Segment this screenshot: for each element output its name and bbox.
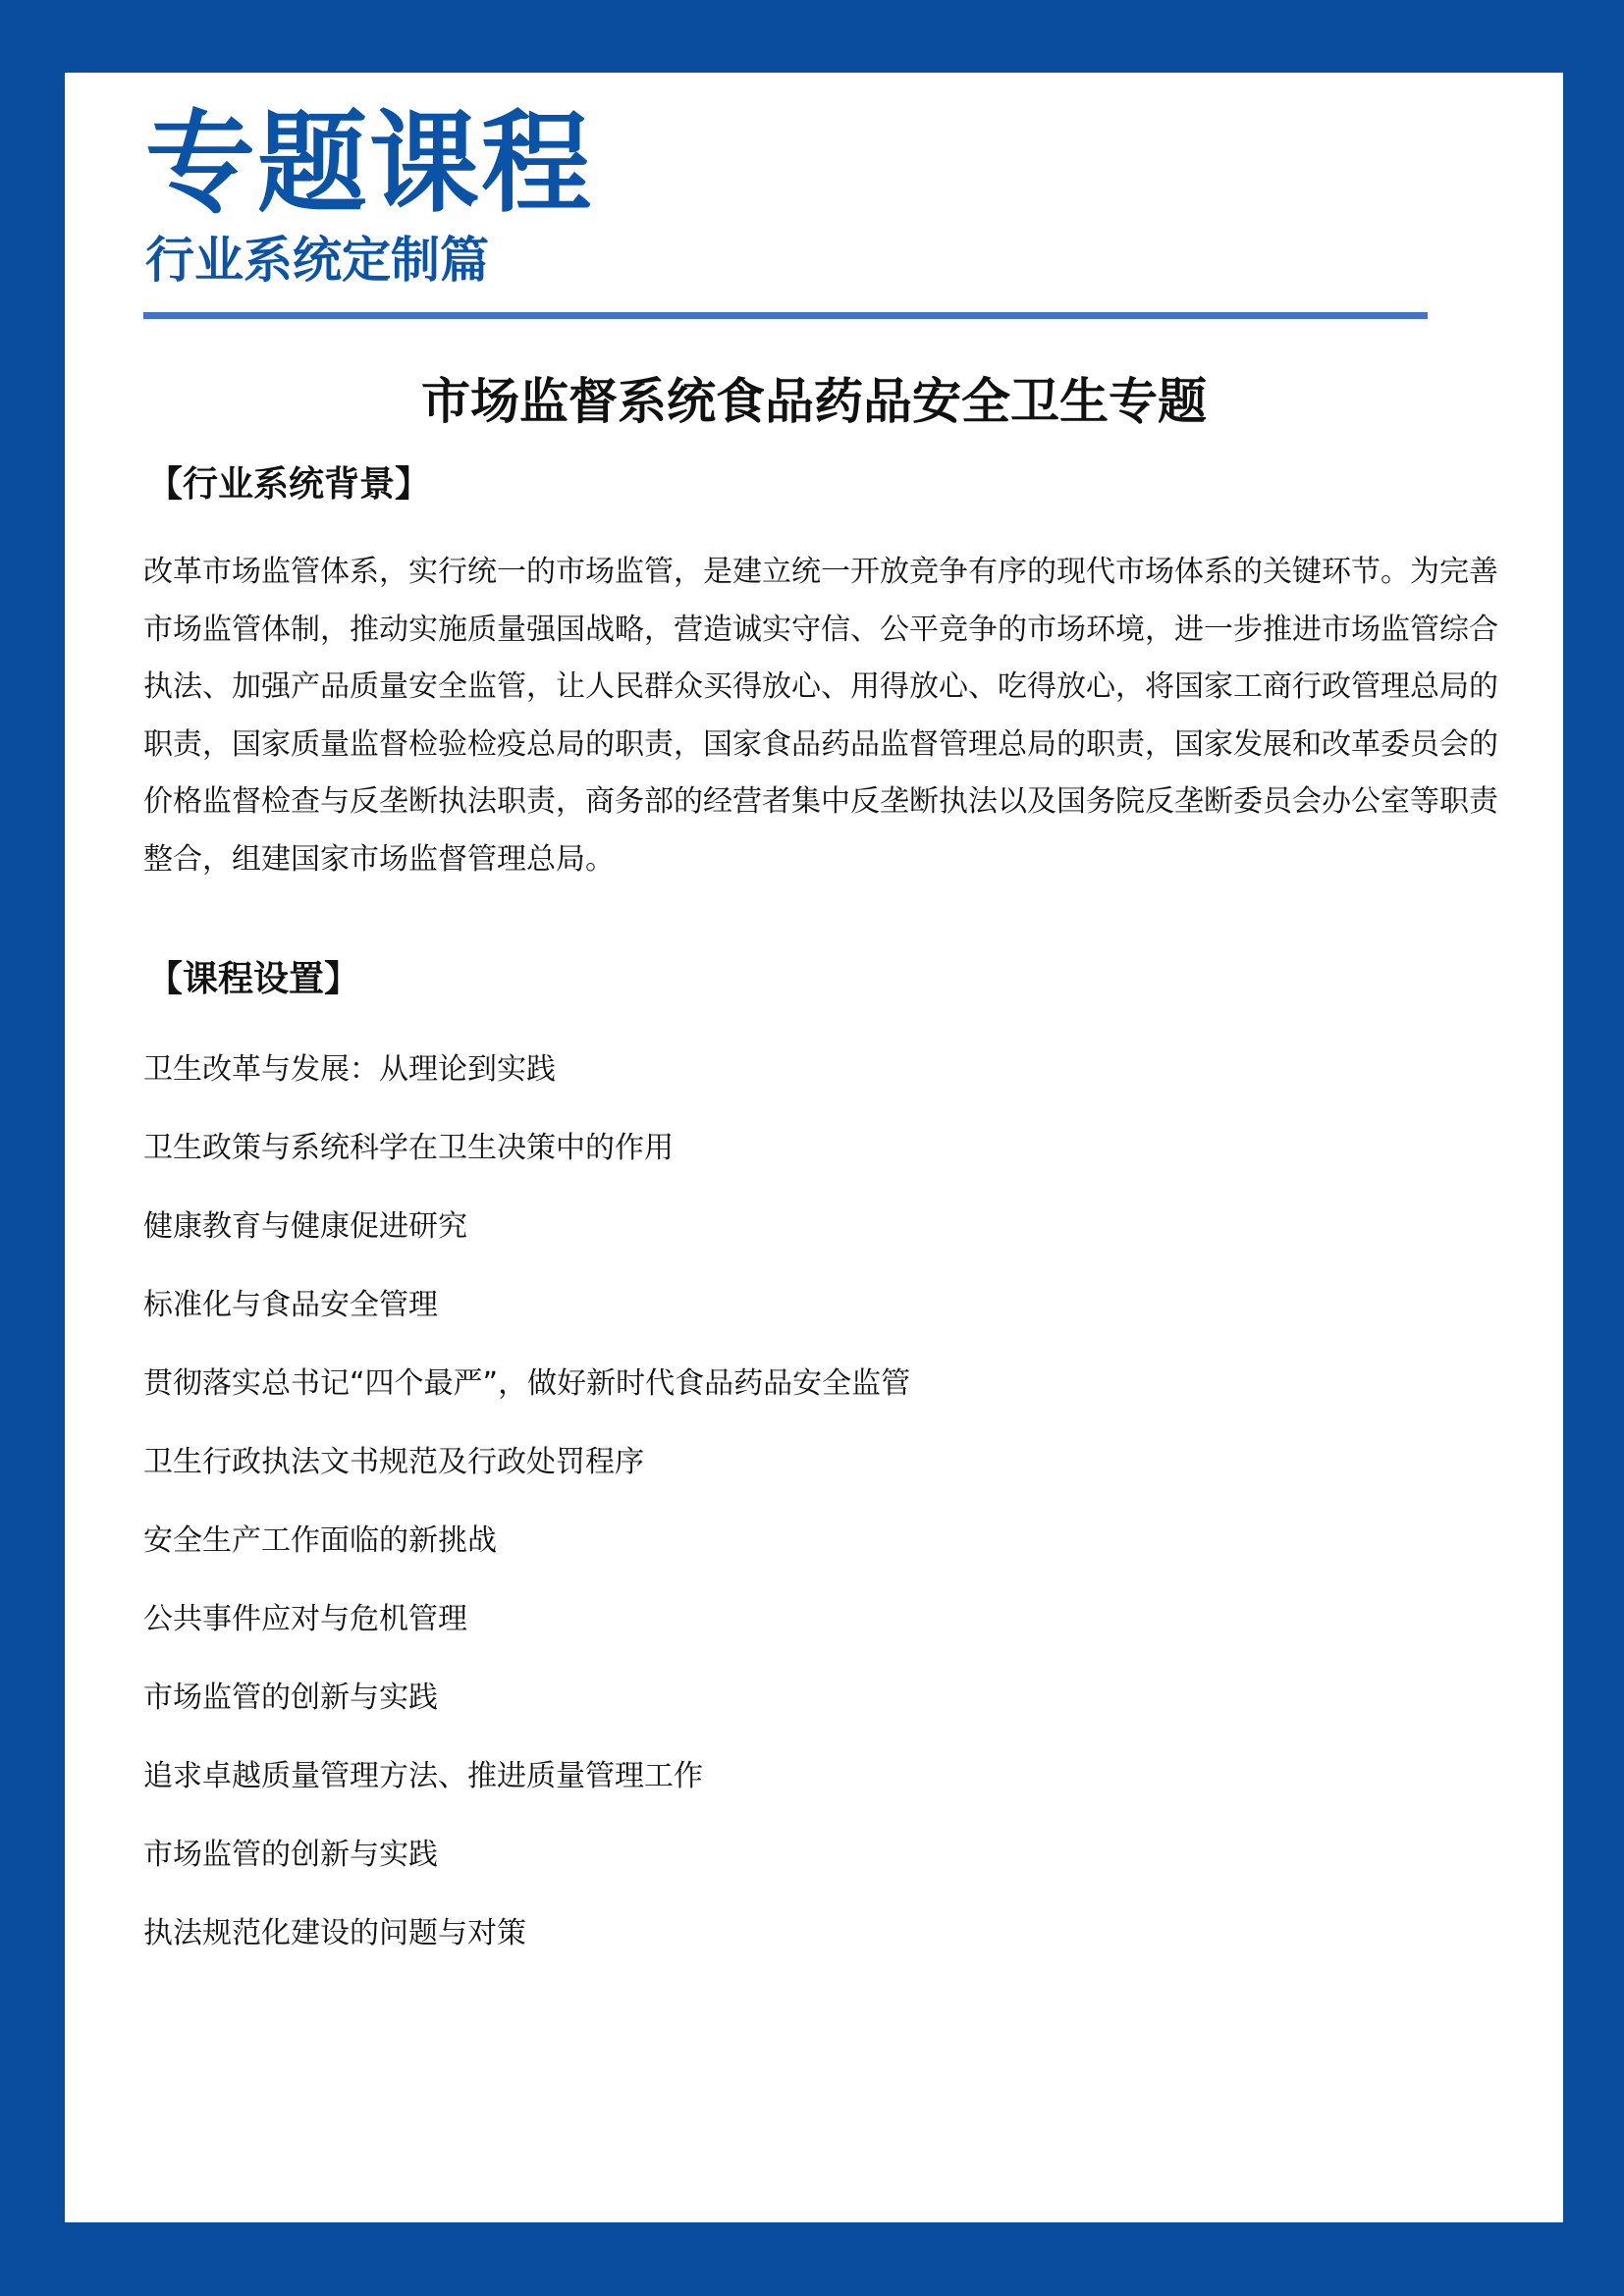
section-heading-background: 【行业系统背景】 [147, 464, 431, 505]
course-item: 卫生行政执法文书规范及行政处罚程序 [143, 1445, 644, 1479]
course-item: 市场监管的创新与实践 [143, 1838, 438, 1872]
course-item: 追求卓越质量管理方法、推进质量管理工作 [143, 1759, 703, 1793]
document-title: 市场监督系统食品药品安全卫生专题 [421, 373, 1207, 430]
course-item: 公共事件应对与危机管理 [143, 1602, 467, 1636]
course-item: 贯彻落实总书记“四个最严”，做好新时代食品药品安全监管 [143, 1366, 911, 1401]
course-item: 卫生政策与系统科学在卫生决策中的作用 [143, 1131, 674, 1165]
header-divider [143, 312, 1428, 319]
course-item: 卫生改革与发展：从理论到实践 [143, 1052, 556, 1087]
course-item: 健康教育与健康促进研究 [143, 1209, 467, 1244]
course-item: 执法规范化建设的问题与对策 [143, 1916, 526, 1950]
course-item: 安全生产工作面临的新挑战 [143, 1523, 497, 1558]
document-page [65, 73, 1563, 2222]
course-item: 标准化与食品安全管理 [143, 1288, 438, 1322]
brand-title: 专题课程 [145, 100, 593, 228]
section-heading-courses: 【课程设置】 [147, 959, 360, 999]
brand-subtitle: 行业系统定制篇 [145, 232, 489, 289]
course-list [143, 1031, 1498, 1973]
course-item: 市场监管的创新与实践 [143, 1681, 438, 1715]
background-paragraph: 改革市场监管体系，实行统一的市场监管，是建立统一开放竞争有序的现代市场体系的关键环节。为完善市场监管体制，推动实施质量强国战略，营造诚实守信、公平竞争的市场环境，进一步推进市场监管综合执法、加强产品质量安全监管，让人民群众买得放心、用得放心、吃得放心，将国家工商行政管理总局的职责，国家质量监督检验检疫总局的职责，国家食品药品监督管理总局的职责，国家发展和改革委员会的价格监督检查与反垄断执法职责，商务部的经营者集中反垄断执法以及国务院反垄断委员会办公室等职责整合，组建国家市场监督管理总局。 [143, 555, 1498, 877]
